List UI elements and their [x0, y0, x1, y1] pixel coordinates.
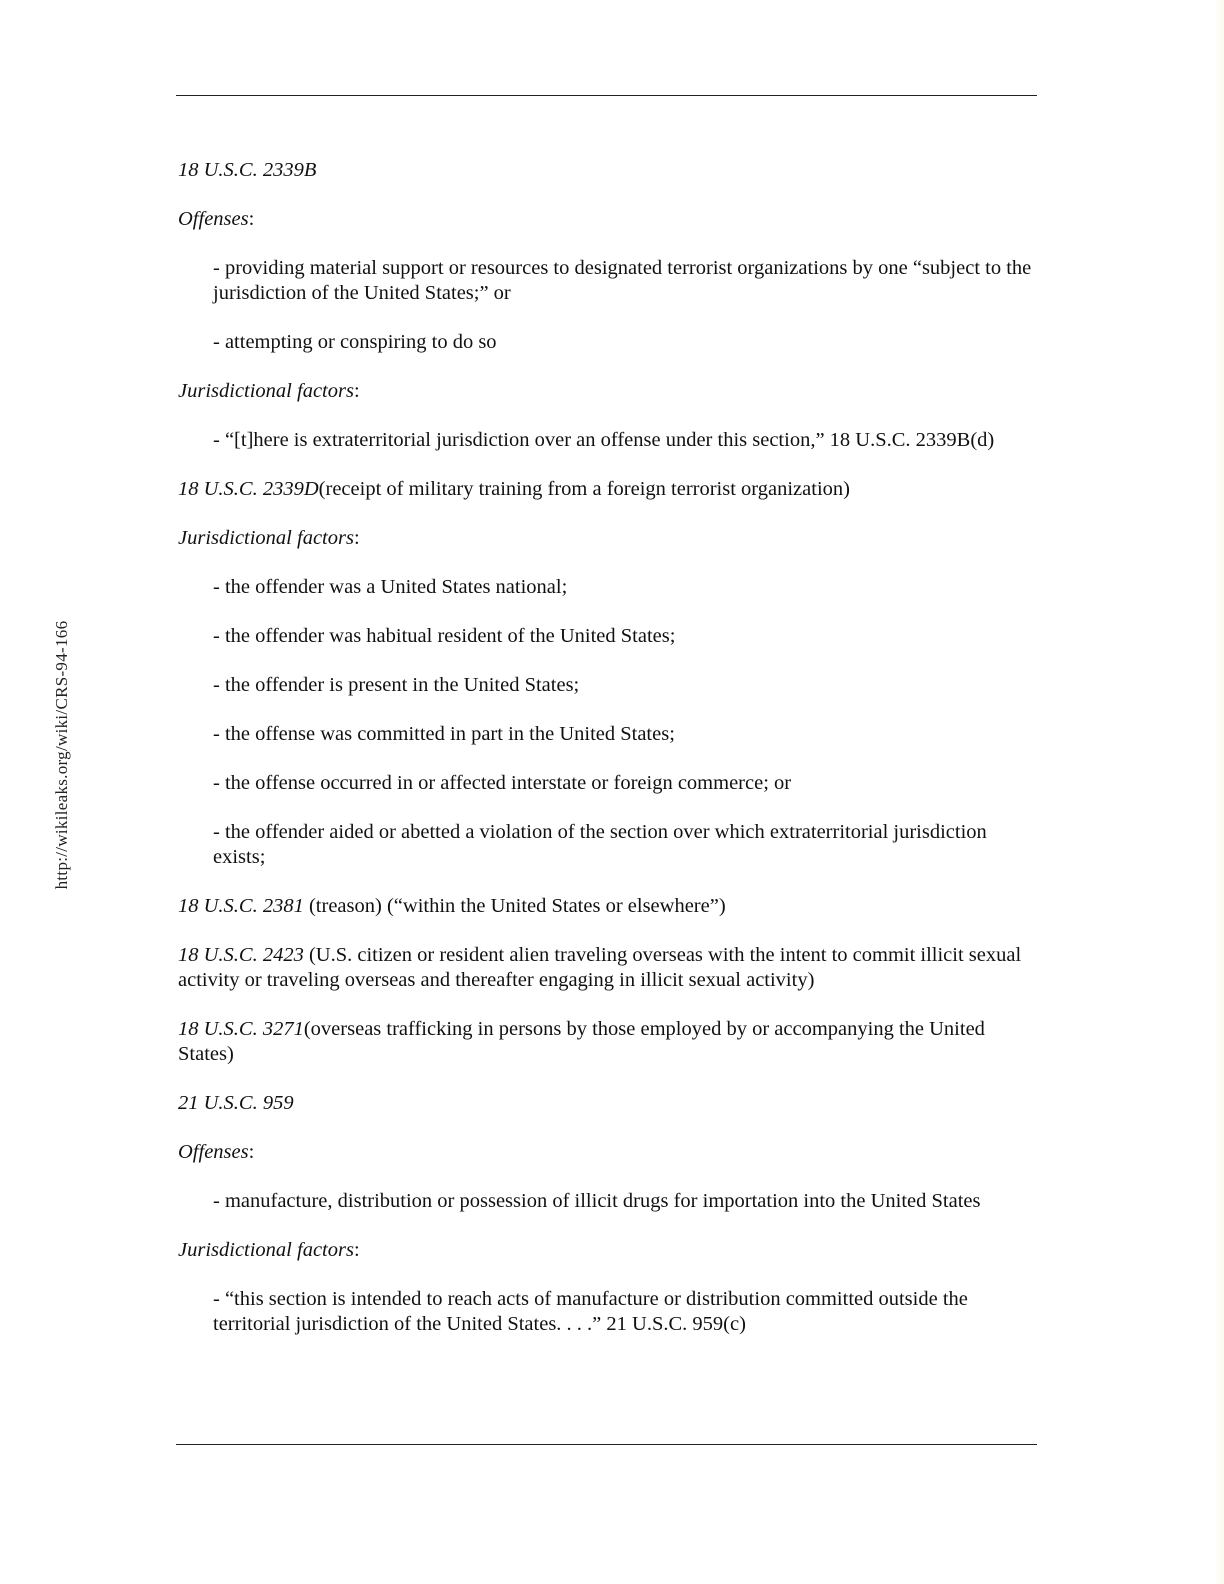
statute-citation-line	[178, 477, 1036, 502]
jurisdiction-heading-line: Jurisdictional factors:	[178, 1239, 360, 1261]
bottom-rule	[176, 1444, 1037, 1445]
statute-citation: 18 U.S.C. 3271	[178, 1018, 304, 1040]
jurisdiction-heading: Jurisdictional factors	[178, 1239, 354, 1261]
list-item: - the offense occurred in or affected interstate or foreign commerce; or	[213, 772, 792, 794]
list-item: - the offender is present in the United States;	[213, 674, 580, 696]
list-item: - the offender was habitual resident of the United States;	[213, 625, 676, 647]
side-watermark-url: http://wikileaks.org/wiki/CRS-94-166	[52, 620, 71, 890]
page-edge-strip	[1214, 0, 1224, 1584]
statute-citation-line	[178, 158, 1036, 183]
jurisdiction-heading: Jurisdictional factors	[178, 380, 354, 402]
statute-citation: 18 U.S.C. 2423	[178, 944, 304, 966]
offenses-heading: Offenses	[178, 1141, 249, 1163]
list-item: - “[t]here is extraterritorial jurisdiction over an offense under this section,” 18 U.S.C. 2339B(d)	[213, 429, 995, 451]
jurisdiction-heading-line: Jurisdictional factors:	[178, 380, 360, 402]
statute-citation: 18 U.S.C. 2339D	[178, 478, 319, 500]
top-rule	[176, 95, 1037, 96]
statute-citation: 18 U.S.C. 2381	[178, 895, 304, 917]
statute-description: (U.S. citizen or resident alien traveling overseas with the intent to commit illicit sexual activity or traveling overseas and thereafter engaging in illicit sexual activity)	[178, 944, 1022, 991]
statute-description: (receipt of military training from a foreign terrorist organization)	[318, 478, 850, 500]
statute-description: (treason) (“within the United States or elsewhere”)	[303, 895, 726, 917]
statute-description: (overseas trafficking in persons by those employed by or accompanying the United States)	[178, 1018, 985, 1065]
statute-citation: 21 U.S.C. 959	[178, 1092, 294, 1114]
list-item: - manufacture, distribution or possession of illicit drugs for importation into the United States	[213, 1190, 981, 1212]
statute-citation-line	[178, 1091, 1036, 1116]
list-item: - the offender was a United States national;	[213, 576, 568, 598]
list-item: - providing material support or resources to designated terrorist organizations by one “subject to the jurisdiction of the United States;” or	[213, 257, 1032, 304]
jurisdiction-heading-line: Jurisdictional factors:	[178, 527, 360, 549]
offenses-heading-line: Offenses:	[178, 208, 255, 230]
list-item: - the offense was committed in part in the United States;	[213, 723, 675, 745]
offenses-heading-line: Offenses:	[178, 1141, 255, 1163]
statute-citation-line	[178, 943, 1036, 993]
statute-citation-line	[178, 1017, 1036, 1067]
list-item: - “this section is intended to reach acts of manufacture or distribution committed outside the territorial jurisdiction of the United States. . . .” 21 U.S.C. 959(c)	[213, 1288, 968, 1335]
jurisdiction-heading: Jurisdictional factors	[178, 527, 354, 549]
document-body	[178, 158, 1036, 1361]
offenses-heading: Offenses	[178, 208, 249, 230]
list-item: - the offender aided or abetted a violation of the section over which extraterritorial jurisdiction exists;	[213, 821, 987, 868]
statute-citation-line	[178, 894, 1036, 919]
statute-citation: 18 U.S.C. 2339B	[178, 159, 317, 181]
list-item: - attempting or conspiring to do so	[213, 331, 497, 353]
